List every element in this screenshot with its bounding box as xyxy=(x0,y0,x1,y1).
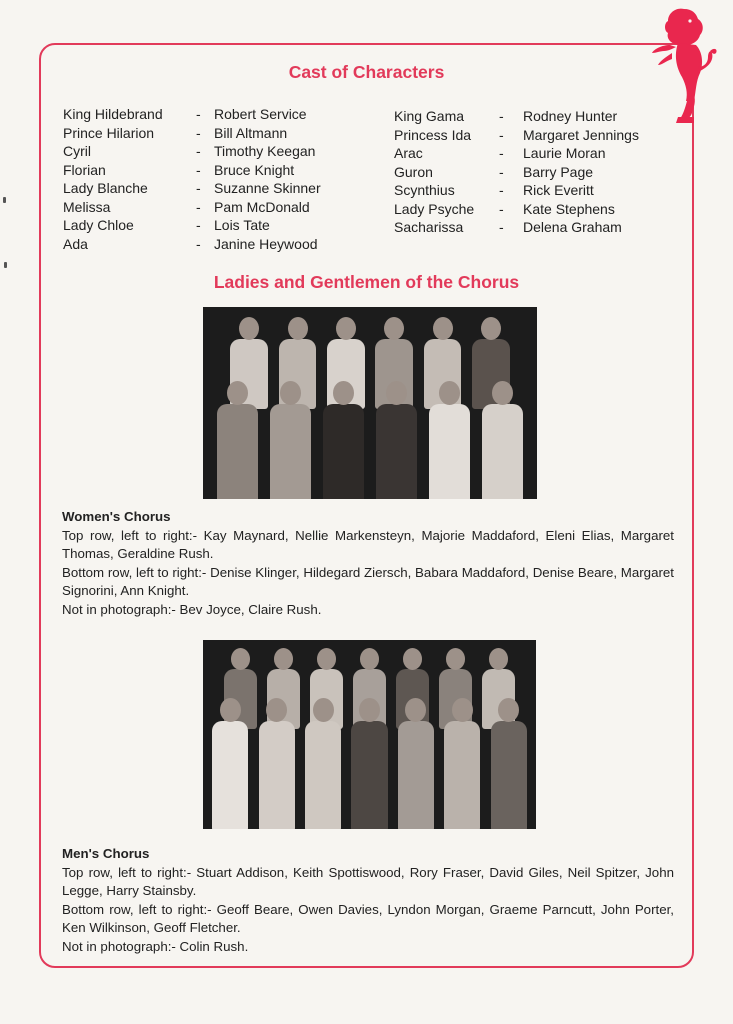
separator: - xyxy=(196,143,201,159)
mens-bottom-row: Bottom row, left to right:- Geoff Beare, Owen Davies, Lyndon Morgan, Graeme Parncutt, John Porter, Ken Wilkinson, Geoff Fletcher. xyxy=(62,901,674,935)
actor-name: Bruce Knight xyxy=(214,161,295,178)
cast-row xyxy=(63,198,321,217)
role-name: Melissa xyxy=(63,198,111,215)
cast-row xyxy=(394,144,639,163)
womens-not-in-photo: Not in photograph:- Bev Joyce, Claire Rush. xyxy=(62,601,322,617)
role-name: Scynthius xyxy=(394,182,455,198)
separator: - xyxy=(499,126,504,143)
cast-row xyxy=(394,181,639,200)
cast-list-left xyxy=(63,105,321,253)
cast-list-right xyxy=(394,107,639,237)
separator: - xyxy=(196,217,201,233)
actor-name: Robert Service xyxy=(214,106,307,122)
cast-row xyxy=(394,163,639,182)
chorus-title: Ladies and Gentlemen of the Chorus xyxy=(213,272,520,292)
actor-name: Lois Tate xyxy=(214,217,270,233)
actor-name: Pam McDonald xyxy=(214,198,310,215)
role-name: King Hildebrand xyxy=(63,106,163,122)
separator: - xyxy=(499,108,504,124)
role-name: Lady Blanche xyxy=(63,180,148,196)
cast-row xyxy=(394,126,639,145)
role-name: Florian xyxy=(63,161,106,178)
role-name: Arac xyxy=(394,145,423,161)
separator: - xyxy=(196,180,201,196)
role-name: Sacharissa xyxy=(394,219,464,235)
womens-top-row: Top row, left to right:- Kay Maynard, Nellie Markensteyn, Majorie Maddaford, Eleni Elias, Margaret Thomas, Geraldine Rush. xyxy=(62,527,674,561)
separator: - xyxy=(196,198,201,215)
mens-chorus-photo xyxy=(203,640,536,829)
actor-name: Margaret Jennings xyxy=(523,126,639,143)
scan-mark xyxy=(3,197,6,203)
womens-chorus-caption xyxy=(62,508,674,619)
separator: - xyxy=(196,235,201,252)
actor-name: Janine Heywood xyxy=(214,235,318,252)
cast-row xyxy=(394,200,639,219)
role-name: King Gama xyxy=(394,108,465,124)
actor-name: Rodney Hunter xyxy=(523,108,618,124)
separator: - xyxy=(499,200,504,217)
actor-name: Barry Page xyxy=(523,163,594,180)
separator: - xyxy=(196,161,201,178)
actor-name: Suzanne Skinner xyxy=(214,180,321,196)
mens-not-in-photo: Not in photograph:- Colin Rush. xyxy=(62,938,249,954)
role-name: Ada xyxy=(63,235,88,252)
role-name: Prince Hilarion xyxy=(63,124,155,141)
cast-row xyxy=(63,179,321,198)
actor-name: Delena Graham xyxy=(523,219,622,235)
role-name: Lady Chloe xyxy=(63,217,134,233)
separator: - xyxy=(196,106,201,122)
cast-row xyxy=(394,107,639,126)
womens-chorus-heading: Women's Chorus xyxy=(62,509,171,524)
cast-row xyxy=(63,124,321,143)
role-name: Princess Ida xyxy=(394,126,472,143)
mens-top-row: Top row, left to right:- Stuart Addison, Keith Spottiswood, Rory Fraser, David Giles, Neil Spitzer, John Legge, Harry Stainsby. xyxy=(62,864,674,898)
cast-row xyxy=(63,235,321,254)
womens-chorus-photo xyxy=(203,307,537,499)
actor-name: Bill Altmann xyxy=(214,124,288,141)
cast-row xyxy=(63,142,321,161)
actor-name: Laurie Moran xyxy=(523,145,606,161)
actor-name: Kate Stephens xyxy=(523,200,615,217)
role-name: Cyril xyxy=(63,143,91,159)
separator: - xyxy=(499,145,504,161)
separator: - xyxy=(499,182,504,198)
separator: - xyxy=(499,219,504,235)
mens-chorus-caption xyxy=(62,845,674,956)
cast-row xyxy=(394,218,639,237)
cast-row xyxy=(63,161,321,180)
womens-bottom-row: Bottom row, left to right:- Denise Klinger, Hildegard Ziersch, Babara Maddaford, Denise Beare, Margaret Signorini, Ann Knight. xyxy=(62,564,674,598)
actor-name: Rick Everitt xyxy=(523,182,594,198)
scan-mark xyxy=(4,262,7,268)
separator: - xyxy=(196,124,201,141)
role-name: Guron xyxy=(394,163,433,180)
cast-title: Cast of Characters xyxy=(288,62,445,82)
role-name: Lady Psyche xyxy=(394,200,475,217)
mens-chorus-heading: Men's Chorus xyxy=(62,846,150,861)
actor-name: Timothy Keegan xyxy=(214,143,316,159)
separator: - xyxy=(499,163,504,180)
cast-row xyxy=(63,216,321,235)
cast-row xyxy=(63,105,321,124)
